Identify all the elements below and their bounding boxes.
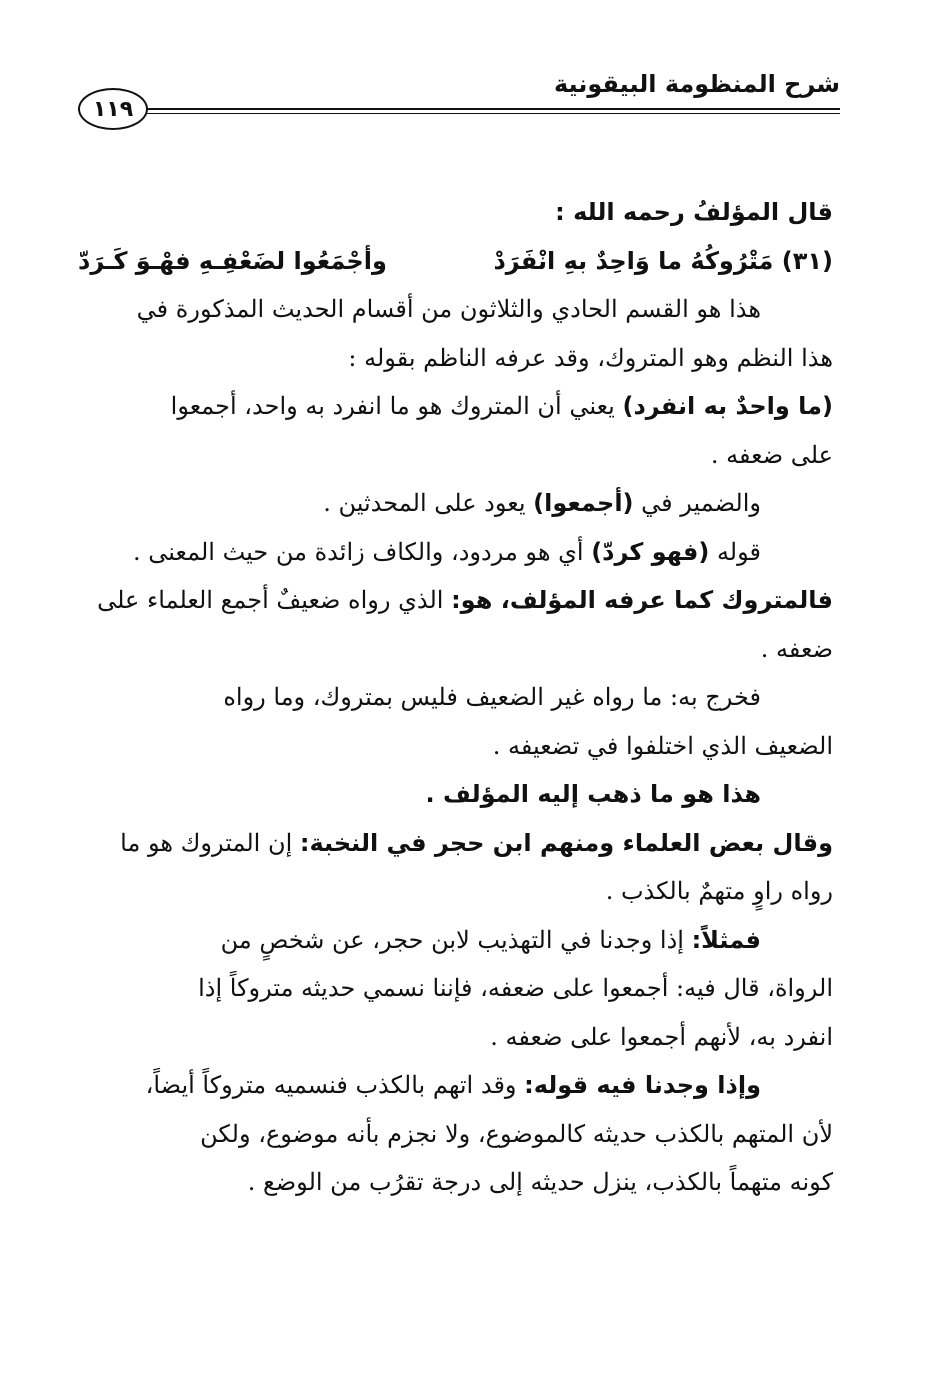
- header-rule: [140, 108, 840, 110]
- paragraph-text: وقد اتهم بالكذب فنسميه متروكاً أيضاً،: [145, 1071, 525, 1099]
- paragraph-line: فخرج به: ما رواه غير الضعيف فليس بمتروك، وما رواه: [223, 683, 761, 711]
- header-rule-thin: [140, 113, 840, 114]
- paragraph-line: الضعيف الذي اختلفوا في تضعيفه .: [492, 731, 833, 760]
- paragraph-text: أي هو مردود، والكاف زائدة من حيث المعنى .: [133, 537, 592, 566]
- paragraph-text: الذي رواه ضعيفٌ أجمع العلماء على: [97, 586, 452, 614]
- paragraph-line: على ضعفه .: [710, 440, 833, 469]
- paragraph-line: [78, 576, 833, 625]
- paragraph-line: ضعفه .: [760, 634, 833, 663]
- paragraph-text: والضمير في: [633, 489, 761, 517]
- paragraph-line: [78, 819, 833, 868]
- paragraph-line: [78, 1061, 833, 1110]
- page-number: ١١٩: [78, 88, 148, 130]
- paragraph-line: [78, 382, 833, 431]
- verse-first-hemistich: مَتْرُوكُهُ ما وَاحِدٌ بهِ انْفَرَدْ: [493, 246, 774, 275]
- paragraph-line: هذا هو ما ذهب إليه المؤلف .: [425, 780, 761, 808]
- intro-line: قال المؤلفُ رحمه الله :: [555, 198, 833, 226]
- paragraph-line: لأن المتهم بالكذب حديثه كالموضوع، ولا نجزم بأنه موضوع، ولكن: [200, 1119, 833, 1148]
- verse-second-half: وأجْمَعُوا لضَعْفِـهِ فهْـوَ كَـرَدّ: [78, 246, 387, 275]
- paragraph-line: انفرد به، لأنهم أجمعوا على ضعفه .: [490, 1022, 833, 1051]
- paragraph-line: هذا النظم وهو المتروك، وقد عرفه الناظم بقوله :: [348, 343, 833, 372]
- bold-term: وإذا وجدنا فيه قوله:: [524, 1071, 761, 1099]
- page-body: [78, 188, 833, 1207]
- paragraph-line: الرواة، قال فيه: أجمعوا على ضعفه، فإننا نسمي حديثه متروكاً إذا: [198, 974, 833, 1002]
- verse-number: (٣١): [781, 246, 833, 275]
- paragraph-line: [78, 479, 833, 528]
- bold-term: فالمتروك كما عرفه المؤلف، هو:: [451, 586, 833, 614]
- paragraph-line: كونه متهماً بالكذب، ينزل حديثه إلى درجة تقرُب من الوضع .: [247, 1168, 833, 1196]
- bold-term: فمثلاً:: [691, 925, 761, 954]
- paragraph-text: إن المتروك هو ما: [120, 828, 300, 857]
- verse-first-half: [493, 237, 833, 286]
- bold-term: وقال بعض العلماء ومنهم ابن حجر في النخبة:: [299, 828, 833, 857]
- paragraph-text: يعني أن المتروك هو ما انفرد به واحد، أجمعوا: [170, 392, 623, 420]
- bold-quote: (أجمعوا): [533, 489, 634, 517]
- bold-quote: (ما واحدٌ به انفرد): [622, 392, 833, 420]
- paragraph-line: [78, 528, 833, 577]
- paragraph-text: يعود على المحدثين .: [323, 489, 534, 517]
- bold-quote: (فهو كردّ): [591, 537, 710, 566]
- paragraph-text: إذا وجدنا في التهذيب لابن حجر، عن شخصٍ من: [220, 925, 692, 954]
- paragraph-line: [78, 916, 833, 965]
- paragraph-line: رواه راوٍ متهمٌ بالكذب .: [605, 877, 833, 905]
- verse-line: [78, 237, 833, 286]
- paragraph-text: قوله: [709, 537, 761, 566]
- running-header-title: شرح المنظومة البيقونية: [553, 70, 840, 98]
- paragraph-line: هذا هو القسم الحادي والثلاثون من أقسام الحديث المذكورة في: [136, 295, 761, 323]
